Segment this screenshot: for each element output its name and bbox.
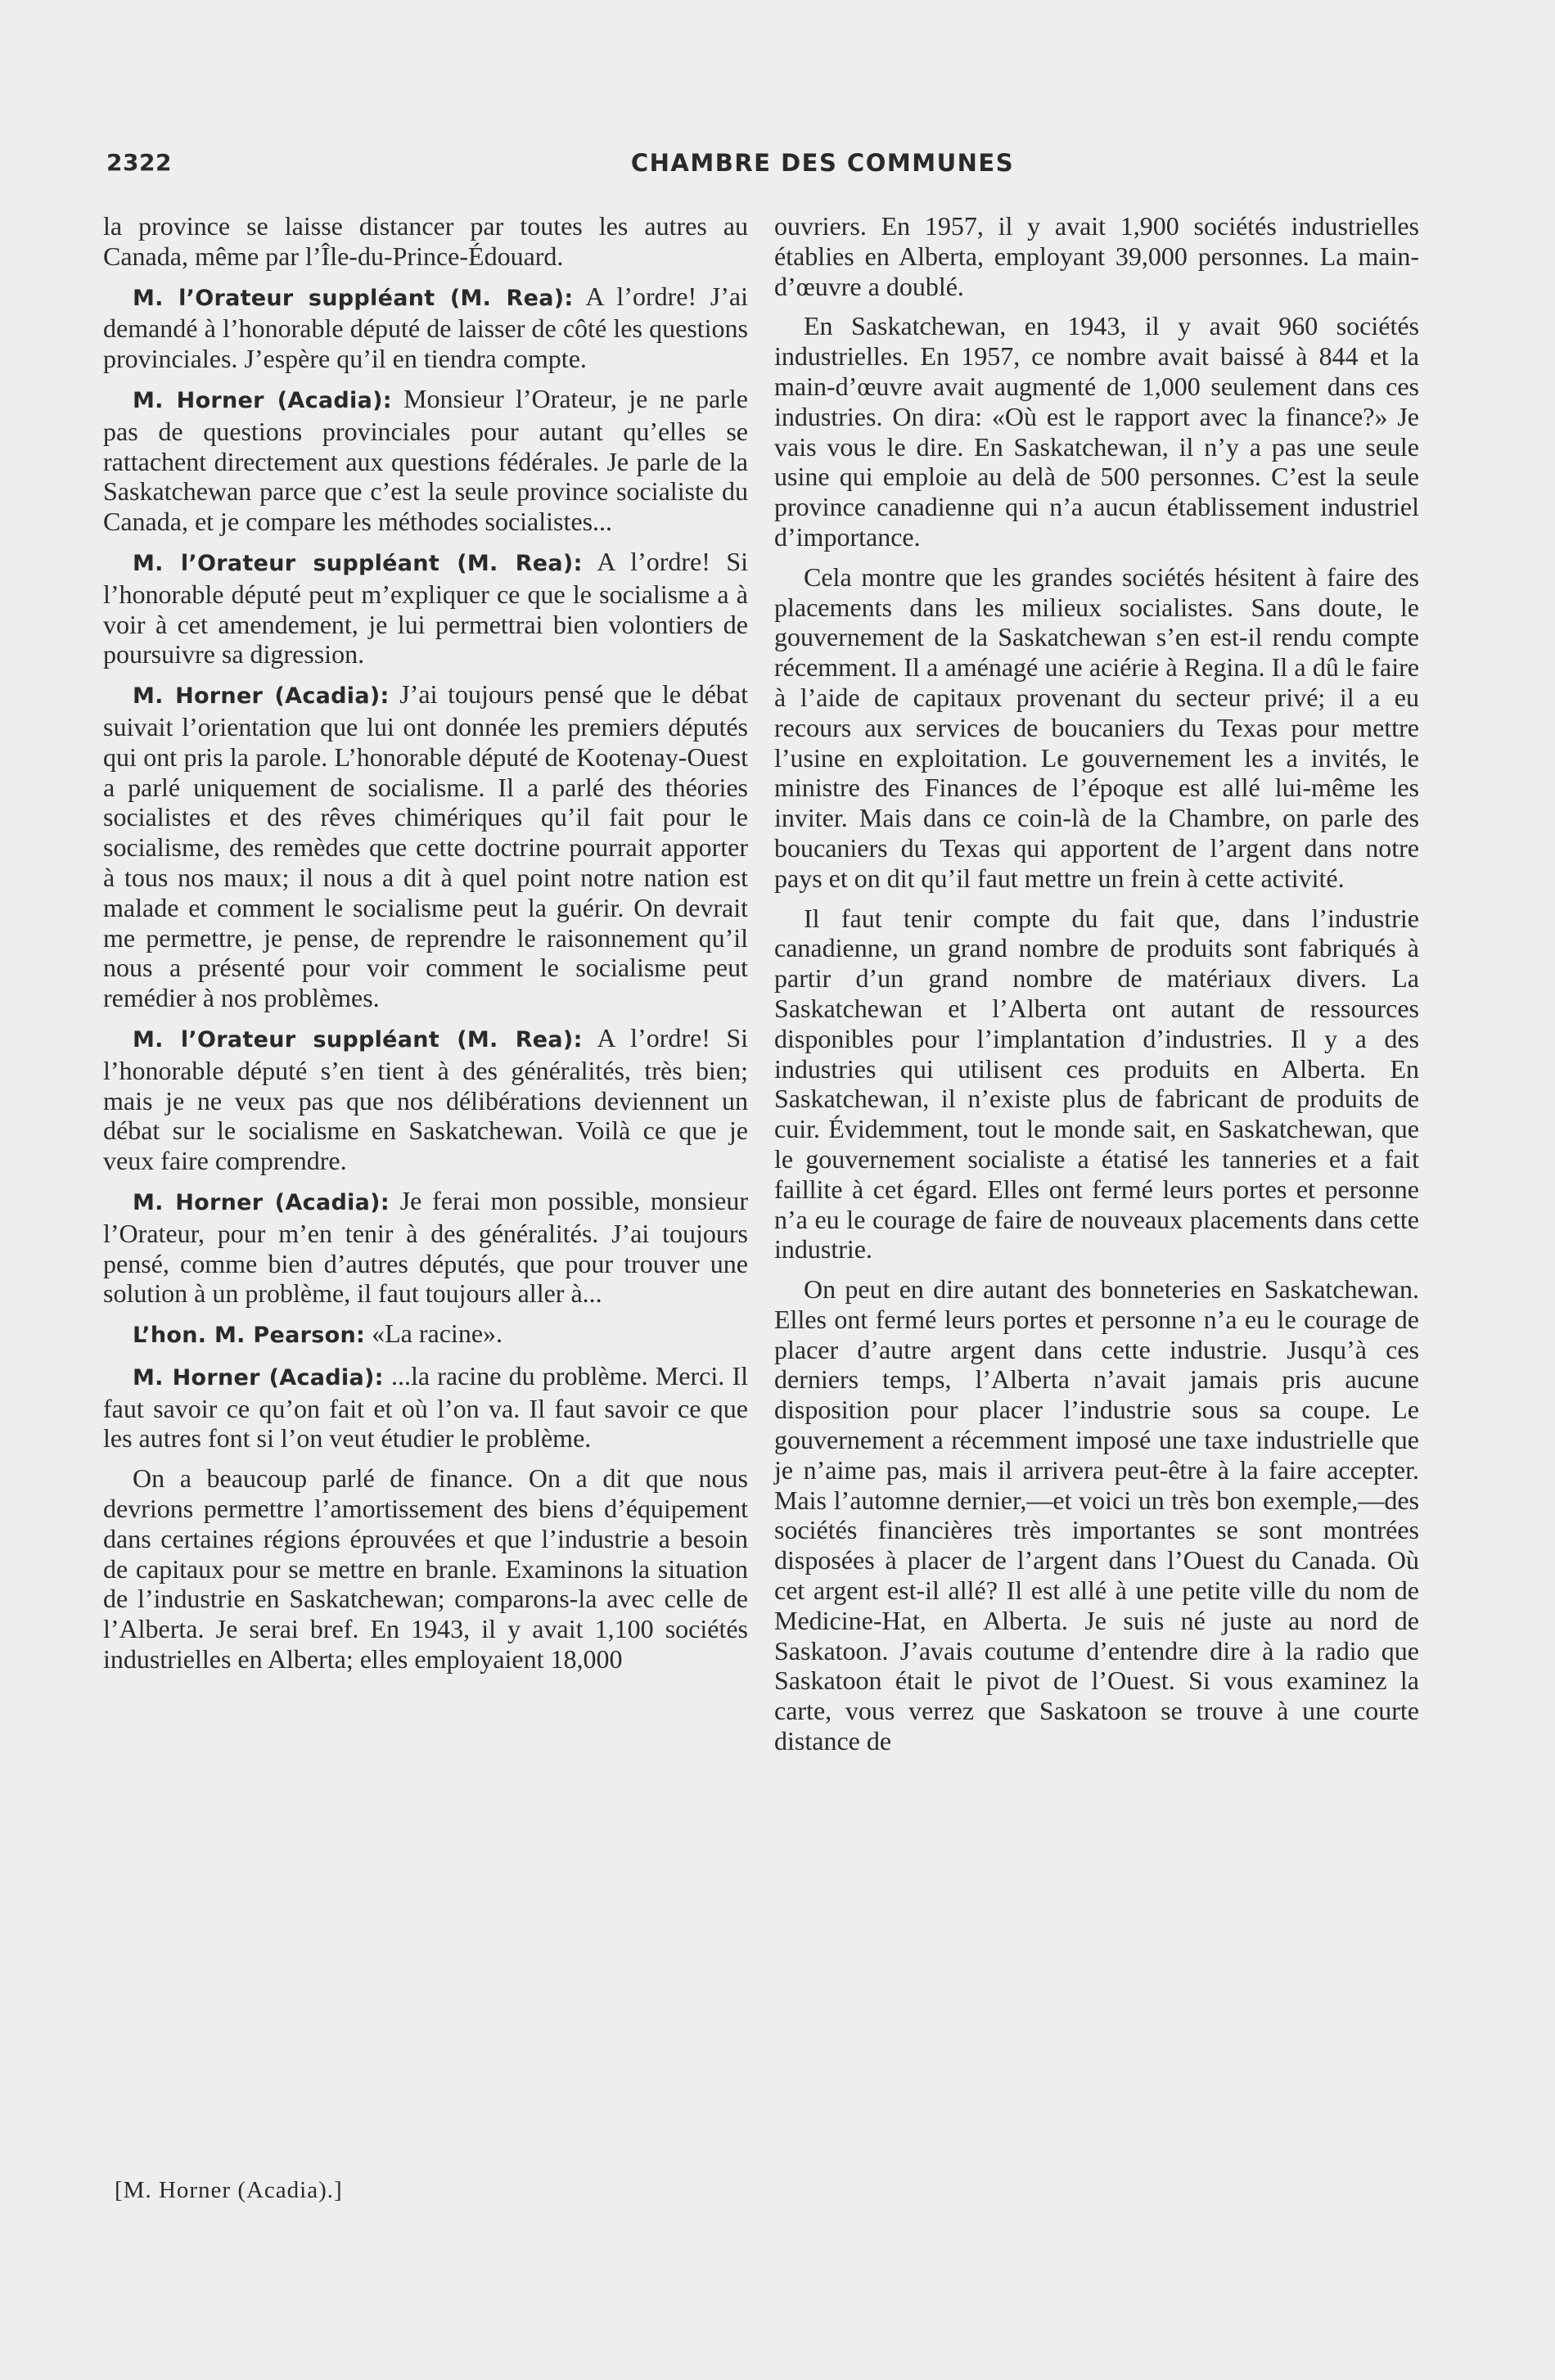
paragraph: Il faut tenir compte du fait que, dans l’industrie canadienne, un grand nombre de produits sont fabriqués à partir d’un grand nombre de matériaux divers. La Saskatchewan et l’Alberta ont autant de ressources disponibles pour l’implantation d’industries. Il y a des industries qui utilisent ces produits en Alberta. En Saskatchewan, il n’existe plus de fabricant de produits de cuir. Évidemment, tout le monde sait, en Saskatchewan, que le gouvernement socialiste a étatisé les tanneries et a fait faillite à cet égard. Elles ont fermé leurs portes et personne n’a eu le courage de faire de nouveaux placements dans cette industrie. xyxy=(774,903,1419,1264)
speech-text: «La racine». xyxy=(365,1318,503,1349)
speaker-name: L’hon. M. Pearson: xyxy=(133,1323,366,1349)
speaker-name: M. l’Orateur suppléant (M. Rea): xyxy=(133,285,574,311)
speaker-name: M. l’Orateur suppléant (M. Rea): xyxy=(133,550,583,576)
left-column xyxy=(103,211,748,1684)
speaker-footer: [M. Horner (Acadia).] xyxy=(115,2177,343,2203)
speech-text: ...la racine du problème. Merci. Il faut savoir ce qu’on fait et où l’on va. Il faut savoir ce que les autres font si l’on veut étudier le problème. xyxy=(103,1360,749,1454)
paragraph: En Saskatchewan, en 1943, il y avait 960 sociétés industrielles. En 1957, ce nombre avait baissé à 844 et la main-d’œuvre avait augmenté de 1,000 seulement dans ces industries. On dira: «Où est le rapport avec la finance?» Je vais vous le dire. En Saskatchewan, il n’y a pas une seule usine qui emploie au delà de 500 personnes. C’est la seule province canadienne qui n’a aucun établissement industriel d’importance. xyxy=(774,311,1419,552)
right-column xyxy=(774,211,1419,1766)
running-header xyxy=(106,149,1465,188)
paragraph xyxy=(103,547,748,669)
paragraph xyxy=(103,679,748,1013)
paragraph: la province se laisse distancer par toutes les autres au Canada, même par l’Île-du-Prince-Édouard. xyxy=(103,211,748,271)
speech-text: A l’ordre! Si l’honorable député peut m’expliquer ce que le socialisme a à voir à cet amendement, je lui permettrai bien volontiers de poursuivre sa digression. xyxy=(103,546,749,669)
speech-text: A l’ordre! Si l’honorable député s’en tient à des généralités, très bien; mais je ne veux pas que nos délibérations deviennent un débat sur le socialisme en Saskatchewan. Voilà ce que je veux faire comprendre. xyxy=(103,1022,749,1176)
paragraph xyxy=(103,1023,748,1176)
paragraph xyxy=(103,1361,748,1454)
speaker-name: M. Horner (Acadia): xyxy=(133,1189,390,1215)
paragraph xyxy=(103,384,748,537)
speech-text: Je ferai mon possible, monsieur l’Orateur, pour m’en tenir à des généralités. J’ai toujours pensé, comme bien d’autres députés, que pour trouver une solution à un problème, il faut toujours aller à... xyxy=(103,1185,749,1309)
page-number: 2322 xyxy=(106,149,172,176)
speech-text: A l’ordre! J’ai demandé à l’honorable député de laisser de côté les questions provinciales. J’espère qu’il en tiendra compte. xyxy=(103,281,748,374)
speech-text: Monsieur l’Orateur, je ne parle pas de questions provinciales pour autant qu’elles se rattachent directement aux questions fédérales. Je parle de la Saskatchewan parce que c’est la seule province socialiste du Canada, et je compare les méthodes socialistes... xyxy=(103,383,748,537)
paragraph: ouvriers. En 1957, il y avait 1,900 sociétés industrielles établies en Alberta, employant 39,000 personnes. La main-d’œuvre a doublé. xyxy=(774,211,1419,301)
speech-text: J’ai toujours pensé que le débat suivait l’orientation que lui ont donnée les premiers députés qui ont pris la parole. L’honorable député de Kootenay-Ouest a parlé uniquement de socialisme. Il a parlé des théories socialistes et des rêves chimériques qu’il fait pour le socialisme, des remèdes que cette doctrine pourrait apporter à tous nos maux; il nous a dit à quel point notre nation est malade et comment le socialisme peut la guérir. On devrait me permettre, je pense, de reprendre le raisonnement qu’il nous a présenté pour voir comment le socialisme peut remédier à nos problèmes. xyxy=(103,679,749,1013)
speaker-name: M. Horner (Acadia): xyxy=(133,1364,384,1391)
paragraph xyxy=(103,1186,748,1309)
speaker-name: M. l’Orateur suppléant (M. Rea): xyxy=(133,1026,583,1053)
paragraph xyxy=(103,1318,748,1351)
paragraph: On peut en dire autant des bonneteries en Saskatchewan. Elles ont fermé leurs portes et personne n’a eu le courage de placer d’autre argent dans cette industrie. Jusqu’à ces derniers temps, l’Alberta n’avait jamais pris aucune disposition pour placer l’industrie sous sa coupe. Le gouvernement a récemment imposé une taxe industrielle que je n’aime pas, mais il arrivera peut-être à la faire accepter. Mais l’automne dernier,—et voici un très bon exemple,—des sociétés financières très importantes se sont montrées disposées à placer de l’argent dans l’Ouest du Canada. Où cet argent est-il allé? Il est allé à une petite ville du nom de Medicine-Hat, en Alberta. Je suis né juste au nord de Saskatoon. J’avais coutume d’entendre dire à la radio que Saskatoon était le pivot de l’Ouest. Si vous examinez la carte, vous verrez que Saskatoon se trouve à une courte distance de xyxy=(774,1274,1419,1756)
paragraph: On a beaucoup parlé de finance. On a dit que nous devrions permettre l’amortissement des biens d’équipement dans certaines régions éprouvées et que l’industrie a besoin de capitaux pour se mettre en branle. Examinons la situation de l’industrie en Saskatchewan; comparons-la avec celle de l’Alberta. Je serai bref. En 1943, il y avait 1,100 sociétés industrielles en Alberta; elles employaient 18,000 xyxy=(103,1463,748,1675)
speaker-name: M. Horner (Acadia): xyxy=(133,683,390,710)
paragraph xyxy=(103,282,748,374)
paragraph: Cela montre que les grandes sociétés hésitent à faire des placements dans les milieux socialistes. Sans doute, le gouvernement de la Saskatchewan s’en est-il rendu compte récemment. Il a aménagé une aciérie à Regina. Il a dû le faire à l’aide de capitaux provenant du secteur privé; il a eu recours aux services de boucaniers du Texas pour mettre l’usine en exploitation. Le gouvernement les a invités, le ministre des Finances de l’époque est allé lui-même les inviter. Mais dans ce coin-là de la Chambre, on parle des boucaniers du Texas qui apportent de l’argent dans notre pays et on dit qu’il faut mettre un frein à cette activité. xyxy=(774,561,1419,893)
page-title: CHAMBRE DES COMMUNES xyxy=(630,149,1015,177)
speaker-name: M. Horner (Acadia): xyxy=(133,387,392,413)
